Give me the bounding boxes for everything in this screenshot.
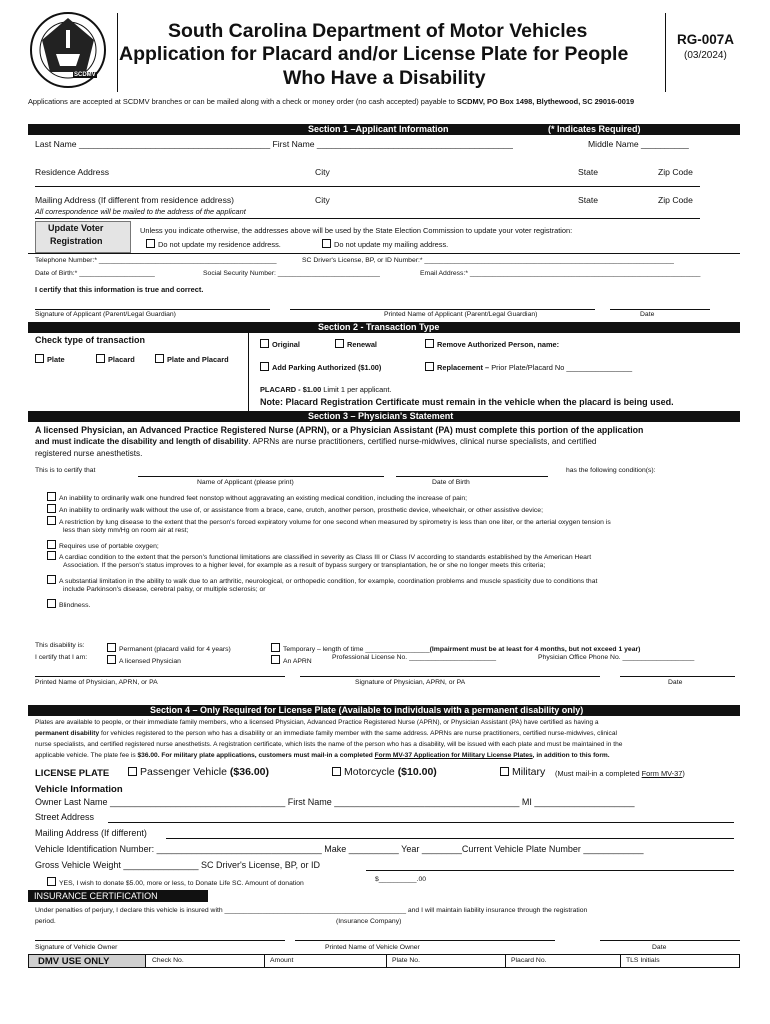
insurance-text-2: period. (35, 918, 56, 925)
owner-printed-line (295, 940, 555, 941)
form-number-divider (665, 13, 666, 92)
owner-date-label: Date (652, 944, 667, 951)
dmv-use-label: DMV USE ONLY (38, 956, 110, 967)
email-field[interactable]: Email Address:* _____________________________________________________________ (420, 270, 701, 277)
placard-note: Note: Placard Registration Certificate must remain in the vehicle when the placard is being used. (260, 397, 674, 407)
section1-header: Section 1 –Applicant Information (* Indicates Required) (28, 124, 740, 135)
license-plate-label: LICENSE PLATE (35, 768, 110, 779)
dmv-placard-label: Placard No. (511, 957, 547, 964)
voter-opt-mailing[interactable]: Do not update my mailing address. (322, 239, 448, 248)
condition-4[interactable]: Requires use of portable oxygen; (47, 540, 159, 551)
title-line-3: Who Have a Disability (283, 67, 486, 89)
residence-address-label[interactable]: Residence Address (35, 167, 110, 177)
owner-date-line (600, 940, 740, 941)
license-field[interactable]: SC Driver's License, BP, or ID Number:* __________________________________________________________________ (302, 257, 674, 264)
replacement-option[interactable]: Replacement – Prior Plate/Placard No ________________ (425, 362, 632, 371)
insurance-text: Under penalties of perjury, I declare this vehicle is insured with ________________________________________________ and I will maintain liability insurance through the registration (35, 907, 588, 914)
physician-printed-label: Printed Name of Physician, APRN, or PA (35, 679, 158, 686)
mailing-state-label[interactable]: State (578, 195, 599, 205)
mailing-note: All correspondence will be mailed to the address of the applicant (35, 207, 246, 216)
insurance-company-label: (Insurance Company) (336, 918, 402, 925)
certify-suffix: has the following condition(s): (566, 467, 656, 474)
condition-5[interactable]: A cardiac condition to the extent that the person's functional limitations are classified in severity as Class III or Class IV according to standards established by the American Heart (47, 551, 591, 562)
gvw-field[interactable]: Gross Vehicle Weight _______________ SC Driver's License, BP, or ID (35, 860, 321, 870)
professional-license-field[interactable]: Professional License No. _______________________ (332, 654, 497, 661)
physician-intro-2: and must indicate the disability and length of disability. APRNs are nurse practitioners, certified nurse-midwives, clinical nurse specialists, and certified (35, 437, 597, 446)
section4-header: Section 4 – Only Required for License Plate (Available to individuals with a permanent disability only) (28, 705, 740, 716)
header-divider (117, 13, 118, 92)
checkbox[interactable] (47, 551, 56, 560)
voter-title-2: Registration (50, 236, 103, 246)
title-line-2: Application for Placard and/or License Plate for People (119, 43, 629, 65)
condition-2[interactable]: An inability to ordinarily walk without the use of, or assistance from a brace, cane, crutch, another person, prosthetic device, wheelchair, or other assistive device; (47, 504, 543, 515)
dob-field[interactable]: Date of Birth:* ____________________ (35, 270, 155, 277)
physician-date-label: Date (668, 679, 683, 686)
form-mv37-link[interactable]: Form MV-37 Application for Military License Plates (374, 752, 533, 759)
permanent-option[interactable]: Permanent (placard valid for 4 years) (107, 643, 231, 654)
owner-printed-label: Printed Name of Vehicle Owner (325, 944, 420, 951)
dmv-cell-divider (264, 954, 265, 968)
checkbox[interactable] (107, 655, 116, 664)
plate-info-2: permanent disability for vehicles registered to the person who has a disability or an immediate family member with the same address. APRNs are nurse practitioners, certified nurse-midwives, clinical (35, 730, 617, 737)
condition-7[interactable]: Blindness. (47, 599, 90, 610)
applicant-signature-label: Signature of Applicant (Parent/Legal Guardian) (35, 311, 176, 318)
checkbox[interactable] (128, 767, 137, 776)
checkbox[interactable] (47, 492, 56, 501)
original-option[interactable]: Original (260, 339, 300, 348)
certify-prefix: This is to certify that (35, 467, 96, 474)
voter-title-1: Update Voter (48, 223, 104, 233)
insurance-title: INSURANCE CERTIFICATION (34, 891, 158, 901)
add-parking-option[interactable]: Add Parking Authorized ($1.00) (260, 362, 381, 371)
logo-text: SCDMV (74, 72, 96, 78)
applicant-dob-line[interactable] (396, 476, 548, 477)
applicant-signature-line (35, 309, 270, 310)
checkbox[interactable] (47, 540, 56, 549)
placard-option[interactable]: Placard (96, 354, 135, 363)
condition-3-cont: less than sixty mm/Hg on room air at rest; (63, 527, 189, 534)
checkbox[interactable] (146, 239, 155, 248)
applicant-name-label: Name of Applicant (please print) (197, 479, 294, 486)
checkbox[interactable] (155, 354, 164, 363)
owner-name-field[interactable]: Owner Last Name ___________________________________ First Name _____________________________________ MI ____________________ (35, 797, 635, 807)
condition-6[interactable]: A substantial limitation in the ability to walk due to an arthritic, neurological, or orthopedic condition, for example, coordination problems and muscle spasticity due to conditions that (47, 575, 597, 586)
licensed-physician-option[interactable]: A licensed Physician (107, 655, 181, 666)
checkbox[interactable] (332, 767, 341, 776)
condition-5-cont: Association. If the person's status improves to a higher level, for example as a result of bypass surgery or transplantation, he or she no longer meets this criteria; (63, 562, 546, 569)
section2-divider (248, 333, 249, 411)
middle-name-field[interactable]: Middle Name __________ (588, 139, 689, 149)
dmv-amount-label: Amount (270, 957, 294, 964)
voter-line (28, 253, 740, 254)
section2-header: Section 2 - Transaction Type (28, 322, 740, 333)
street-address-label[interactable]: Street Address (35, 812, 95, 822)
dmv-cell-divider (505, 954, 506, 968)
temporary-option[interactable]: Temporary – length of time _________________(Impairment must be at least for 4 months, but not exceed 1 year) (271, 643, 640, 654)
donate-option[interactable]: YES, I wish to donate $5.00, more or less, to Donate Life SC. Amount of donation (47, 877, 304, 888)
vin-field[interactable]: Vehicle Identification Number: _________________________________ Make __________ Year ________Current Vehicle Plate Number ____________ (35, 844, 644, 854)
mailing-address-label[interactable]: Mailing Address (If different from residence address) (35, 195, 235, 205)
telephone-field[interactable]: Telephone Number:* _______________________________________________ (35, 257, 277, 264)
dmv-plate-label: Plate No. (392, 957, 420, 964)
last-first-name-field[interactable]: Last Name ________________________________________ First Name _________________________________________ (35, 139, 513, 149)
mailing-address-2-line (166, 838, 734, 839)
plate-and-placard-option[interactable]: Plate and Placard (155, 354, 229, 363)
checkbox[interactable] (260, 362, 269, 371)
residence-zip-label[interactable]: Zip Code (658, 167, 693, 177)
residence-state-label[interactable]: State (578, 167, 599, 177)
owner-signature-label: Signature of Vehicle Owner (35, 944, 118, 951)
checkbox[interactable] (271, 643, 280, 652)
applicant-name-line[interactable] (138, 476, 384, 477)
checkbox[interactable] (47, 877, 56, 886)
passenger-option[interactable]: Passenger Vehicle ($36.00) (128, 767, 269, 778)
plate-info-1: Plates are available to people, or their immediate family members, who a licensed Physician, Advanced Practice Registered Nurse (APRN), or Physician Assistant (PA) have certified as having a (35, 719, 599, 726)
physician-intro-3: registered nurse anesthetists. (35, 449, 143, 458)
form-number: RG-007A (677, 32, 735, 47)
mailing-city-label[interactable]: City (315, 195, 330, 205)
voter-text: Unless you indicate otherwise, the addresses above will be used by the State Election Commission to update your voter registration: (140, 226, 573, 235)
checkbox[interactable] (107, 643, 116, 652)
mailing-address-2-label[interactable]: Mailing Address (If different) (35, 828, 147, 838)
residence-city-label[interactable]: City (315, 167, 330, 177)
checkbox[interactable] (96, 354, 105, 363)
placard-fee: PLACARD - $1.00 Limit 1 per applicant. (260, 385, 392, 394)
certify-i-am-label: I certify that I am: (35, 654, 88, 661)
checkbox[interactable] (260, 339, 269, 348)
plate-info-3: nurse specialists, and certified registered nurse anesthetists. A registration certificate, which lists the name of the person who has a disability, will be issued with each plate and must be maintained in the (35, 741, 623, 748)
owner-signature-line (35, 940, 285, 941)
scdmv-seal-logo (28, 10, 108, 90)
ssn-field[interactable]: Social Security Number: ___________________________ (203, 270, 380, 277)
aprn-option[interactable]: An APRN (271, 655, 312, 666)
checkbox[interactable] (425, 339, 434, 348)
dmv-tls-label: TLS Initials (626, 957, 660, 964)
disability-is-label: This disability is: (35, 642, 85, 649)
check-type-label: Check type of transaction (35, 335, 146, 345)
physician-signature-line (300, 676, 600, 677)
checkbox[interactable] (47, 504, 56, 513)
intro-line: Applications are accepted at SCDMV branches or can be mailed along with a check or money order (no cash accepted) payable to SCDMV, PO Box 1498, Blythewood, SC 29016-0019 (28, 97, 635, 106)
motorcycle-option[interactable]: Motorcycle ($10.00) (332, 767, 437, 778)
checkbox[interactable] (322, 239, 331, 248)
street-address-line (108, 822, 734, 823)
plate-info-4: applicable vehicle. The plate fee is $36.00. For military plate applications, customers must mail-in a completed Form MV-37 Application for Military License Plates, in addition to this form. (35, 752, 610, 759)
checkbox[interactable] (425, 362, 434, 371)
office-phone-field[interactable]: Physician Office Phone No. ___________________ (538, 654, 695, 661)
checkbox[interactable] (335, 339, 344, 348)
gvw-license-line (366, 870, 734, 871)
dmv-cell-divider (386, 954, 387, 968)
applicant-date-label: Date (640, 311, 655, 318)
physician-printed-line (35, 676, 285, 677)
physician-intro-1: A licensed Physician, an Advanced Practice Registered Nurse (APRN), or a Physician Assistant (PA) must complete this portion of the application (35, 425, 644, 435)
title-line-1: South Carolina Department of Motor Vehicles (168, 20, 588, 42)
mailing-line (35, 218, 700, 219)
checkbox[interactable] (47, 575, 56, 584)
military-option[interactable]: Military (500, 767, 545, 778)
applicant-dob-label: Date of Birth (432, 479, 470, 486)
voter-opt-residence[interactable]: Do not update my residence address. (146, 239, 281, 248)
vehicle-info-label: Vehicle Information (35, 784, 123, 795)
residence-line (35, 186, 700, 187)
section3-header: Section 3 – Physician's Statement (28, 411, 740, 422)
applicant-printed-label: Printed Name of Applicant (Parent/Legal Guardian) (384, 311, 538, 318)
form-mv37-link-2[interactable]: Form MV-37 (641, 769, 683, 778)
applicant-printed-line (290, 309, 595, 310)
renewal-option[interactable]: Renewal (335, 339, 377, 348)
physician-date-line (620, 676, 735, 677)
dmv-check-label: Check No. (152, 957, 184, 964)
form-date: (03/2024) (684, 50, 727, 61)
checkbox[interactable] (500, 767, 509, 776)
condition-3[interactable]: A restriction by lung disease to the extent that the person's forced expiratory volume for one second when measured by spirometry is less than one liter, or the arterial oxygen tension is (47, 516, 611, 527)
condition-6-cont: include Parkinson's disease, cerebral palsy, or multiple sclerosis; or (63, 586, 266, 593)
remove-person-option[interactable]: Remove Authorized Person, name: (425, 339, 559, 348)
checkbox[interactable] (47, 599, 56, 608)
dmv-cell-divider (620, 954, 621, 968)
condition-1[interactable]: An inability to ordinarily walk one hundred feet nonstop without aggravating an existing medical condition, including the increase of pain; (47, 492, 467, 503)
checkbox[interactable] (47, 516, 56, 525)
donate-amount-field[interactable]: $__________.00 (375, 876, 427, 883)
physician-signature-label: Signature of Physician, APRN, or PA (355, 679, 466, 686)
plate-option[interactable]: Plate (35, 354, 65, 363)
military-note: (Must mail-in a completed Form MV-37) (555, 769, 685, 778)
checkbox[interactable] (271, 655, 280, 664)
certify-text: I certify that this information is true and correct. (35, 285, 204, 294)
checkbox[interactable] (35, 354, 44, 363)
mailing-zip-label[interactable]: Zip Code (658, 195, 693, 205)
applicant-date-line (610, 309, 710, 310)
